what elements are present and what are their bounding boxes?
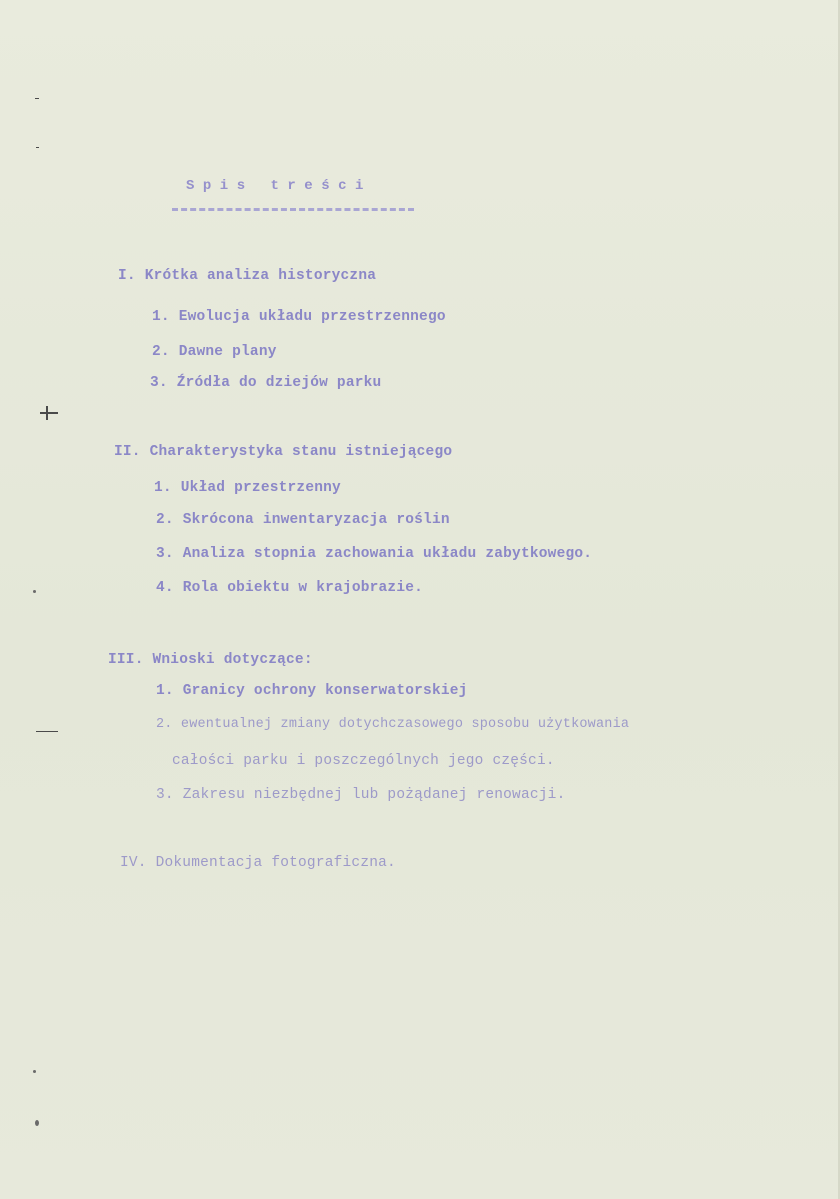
- section-1-item-2: 2. Dawne plany: [152, 344, 277, 360]
- document-title: Spis treści: [186, 178, 372, 194]
- margin-dot: [33, 1070, 36, 1073]
- section-4-heading: IV. Dokumentacja fotograficzna.: [120, 855, 396, 871]
- section-2-item-2: 2. Skrócona inwentaryzacja roślin: [156, 512, 450, 528]
- section-1-heading: I. Krótka analiza historyczna: [118, 268, 377, 284]
- margin-mark: [36, 147, 39, 148]
- section-3-item-1: 1. Granicy ochrony konserwatorskiej: [156, 683, 468, 699]
- section-3-item-2-continued: całości parku i poszczególnych jego części.: [172, 753, 555, 769]
- margin-mark: [36, 731, 58, 732]
- section-1-item-1: 1. Ewolucja układu przestrzennego: [152, 309, 446, 325]
- section-3-item-2: 2. ewentualnej zmiany dotychczasowego sposobu użytkowania: [156, 717, 630, 732]
- section-3-item-3: 3. Zakresu niezbędnej lub pożądanej renowacji.: [156, 787, 566, 803]
- section-3-heading: III. Wnioski dotyczące:: [108, 652, 313, 668]
- section-2-heading: II. Charakterystyka stanu istniejącego: [114, 444, 453, 460]
- margin-mark: [40, 412, 58, 414]
- margin-mark: [35, 98, 39, 99]
- margin-dot: [35, 1120, 39, 1126]
- margin-mark: [46, 406, 48, 420]
- section-1-item-3: 3. Źródła do dziejów parku: [150, 375, 382, 391]
- section-2-item-1: 1. Układ przestrzenny: [154, 480, 341, 496]
- section-2-item-3: 3. Analiza stopnia zachowania układu zabytkowego.: [156, 546, 593, 562]
- section-2-item-4: 4. Rola obiektu w krajobrazie.: [156, 580, 424, 596]
- title-underline: [172, 208, 414, 211]
- margin-dot: [33, 590, 36, 593]
